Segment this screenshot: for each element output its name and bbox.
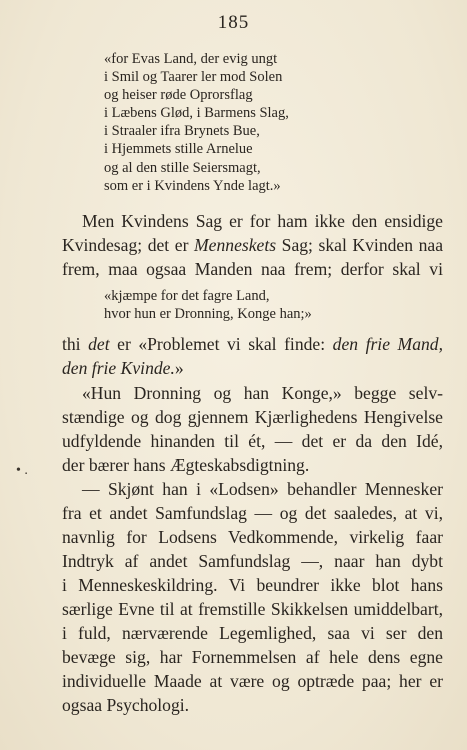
verse-line: i Smil og Taarer ler mod Solen — [104, 69, 283, 86]
text-line: fra et andet Samfundslag — og det saaledes, at vi, — [62, 503, 443, 523]
emphasis-text: Menneskets — [194, 235, 277, 255]
text-line: Men Kvindens Sag er for ham ikke den ensidige — [82, 211, 443, 231]
text-line: i fuld, nærværende Legemlighed, saa vi ser den — [62, 623, 443, 643]
verse-line: «kjæmpe for det fagre Land, — [104, 288, 270, 304]
text-span: Kvindesag; det er — [62, 235, 195, 255]
text-line: navnlig for Lodsens Vedkommende, virkelig faar — [62, 527, 443, 547]
verse-line: i Læbens Glød, i Barmens Slag, — [104, 105, 289, 122]
text-span: er «Problemet vi skal finde: — [109, 334, 333, 354]
text-line: udfyldende hinanden til ét, — det er da den Idé, — [62, 431, 443, 451]
verse-line: i Hjemmets stille Arnelue — [104, 141, 253, 158]
text-line: bevæge sig, har Fornemmelsen af hele dens egne — [62, 647, 443, 667]
text-line: i Menneskeskildring. Vi beundrer ikke blot hans — [62, 575, 443, 595]
emphasis-text: den frie Kvinde. — [62, 358, 175, 378]
text-span: thi — [62, 334, 89, 354]
text-line — [62, 333, 443, 355]
text-line: «Hun Dronning og han Konge,» begge selv- — [82, 383, 443, 403]
page-number: 185 — [217, 12, 250, 33]
verse-quote-1 — [104, 50, 289, 195]
verse-line: i Straaler ifra Brynets Bue, — [104, 123, 260, 140]
text-span: » — [174, 358, 184, 378]
verse-line: og al den stille Seiersmagt, — [104, 159, 261, 176]
text-line: stændige og dog gjennem Kjærlighedens Hengivelse — [62, 407, 443, 427]
verse-line: «for Evas Land, der evig ungt — [104, 51, 278, 67]
text-line: — Skjønt han i «Lodsen» behandler Mennesker — [82, 479, 443, 499]
text-line — [62, 234, 443, 256]
text-line: ogsaa Psychologi. — [62, 695, 190, 715]
text-line: der bærer hans Ægteskabsdigtning. — [62, 455, 310, 475]
text-line: særlige Evne til at fremstille Skikkelsen umiddelbart, — [62, 599, 443, 619]
emphasis-text: det — [88, 334, 110, 354]
verse-quote-2 — [104, 287, 312, 323]
emphasis-text: den frie Mand, — [332, 334, 443, 354]
text-span: Sag; skal Kvinden naa — [276, 235, 443, 255]
text-line — [62, 357, 184, 379]
text-line: Indtryk af andet Samfundslag —, naar han dybt — [62, 551, 443, 571]
text-line: frem, maa ogsaa Manden naa frem; derfor skal vi — [62, 259, 443, 279]
verse-line: som er i Kvindens Ynde lagt.» — [104, 177, 281, 194]
verse-line: og heiser røde Oprorsflag — [104, 87, 253, 104]
verse-line: hvor hun er Dronning, Konge han;» — [104, 306, 312, 323]
margin-mark: • . — [16, 463, 28, 478]
text-line: individuelle Maade at være og optræde paa; her er — [62, 671, 443, 691]
